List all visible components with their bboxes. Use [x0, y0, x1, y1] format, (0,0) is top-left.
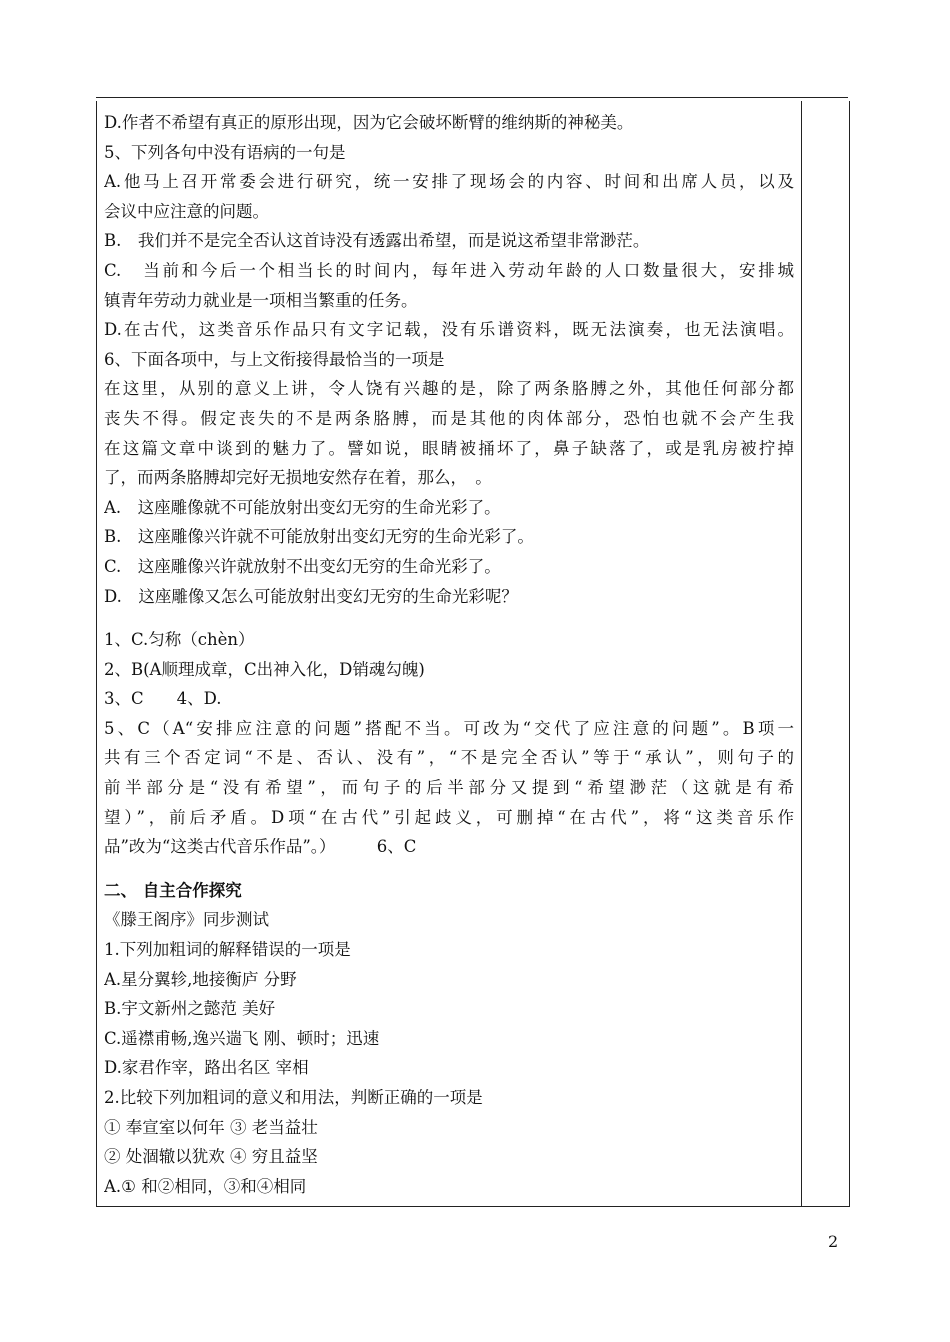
text-line: 了，而两条胳膊却完好无损地安然存在着，那么， 。 [104, 468, 492, 488]
test-block [104, 905, 794, 1201]
text-line: 品”改为“这类古代音乐作品”。） 6、C [104, 837, 417, 857]
spacer [104, 862, 794, 876]
section-heading: 二、 自主合作探究 [104, 880, 242, 900]
text-line: A.他马上召开常委会进行研究，统一安排了现场会的内容、时间和出席人员，以及 [104, 172, 794, 192]
text-line: D.作者不希望有真正的原形出现，因为它会破坏断臂的维纳斯的神秘美。 [104, 113, 634, 132]
text-line: 1.下列加粗词的解释错误的一项是 [104, 940, 351, 960]
text-line: 镇青年劳动力就业是一项相当繁重的任务。 [104, 290, 418, 310]
text-line: 6、下面各项中，与上文衔接得最恰当的一项是 [104, 349, 445, 369]
text-line: C. 当前和今后一个相当长的时间内，每年进入劳动年龄的人口数量很大，安排城 [104, 260, 794, 280]
text-line: ② 处涸辙以犹欢 ④ 穷且益坚 [104, 1147, 318, 1167]
questions-block [104, 108, 794, 611]
text-line: C. 这座雕像兴许就放射不出变幻无穷的生命光彩了。 [104, 556, 501, 576]
text-line: A.星分翼轸,地接衡庐 分野 [104, 969, 297, 989]
text-line: B.宇文新州之懿范 美好 [104, 999, 276, 1019]
text-line: 5、下列各句中没有语病的一句是 [104, 142, 346, 162]
text-line: 《滕王阁序》同步测试 [104, 910, 269, 930]
text-line: D. 这座雕像又怎么可能放射出变幻无穷的生命光彩呢？ [104, 586, 518, 606]
text-line: 3、C 4、D. [104, 689, 222, 709]
text-line: D.在古代，这类音乐作品只有文字记载，没有乐谱资料，既无法演奏，也无法演唱。 [104, 320, 794, 340]
text-line: ① 奉宣室以何年 ③ 老当益壮 [104, 1117, 318, 1137]
header-rule [96, 97, 848, 98]
page-number: 2 [828, 1232, 839, 1251]
text-line: B. 这座雕像兴许就不可能放射出变幻无穷的生命光彩了。 [104, 527, 534, 547]
text-line: A. 这座雕像就不可能放射出变幻无穷的生命光彩了。 [104, 497, 501, 517]
text-line: 2.比较下列加粗词的意义和用法，判断正确的一项是 [104, 1088, 483, 1107]
text-line: 共有三个否定词“不是、否认、没有”，“不是完全否认”等于“承认”，则句子的 [104, 748, 794, 768]
main-cell [104, 108, 794, 1201]
text-line: 1、C.匀称（chèn） [104, 630, 255, 650]
text-line: 2、B(A顺理成章，C出神入化，D销魂勾魄) [104, 659, 425, 679]
text-line: 在这篇文章中谈到的魅力了。譬如说，眼睛被捅坏了，鼻子缺落了，或是乳房被拧掉 [104, 438, 794, 458]
table-column-divider [801, 101, 802, 1206]
text-line: A.① 和②相同，③和④相同 [104, 1176, 307, 1196]
text-line: 前半部分是“没有希望”，而句子的后半部分又提到“希望渺茫（这就是有希 [104, 778, 794, 798]
text-line: 在这里，从别的意义上讲，令人饶有兴趣的是，除了两条胳膊之外，其他任何部分都 [104, 379, 794, 399]
text-line: B. 我们并不是完全否认这首诗没有透露出希望，而是说这希望非常渺茫。 [104, 231, 650, 251]
spacer [104, 611, 794, 625]
text-line: 会议中应注意的问题。 [104, 201, 269, 221]
text-line: 望）”，前后矛盾。D项“在古代”引起歧义，可删掉“在古代”，将“这类音乐作 [104, 807, 794, 827]
text-line: 5、C（A“安排应注意的问题”搭配不当。可改为“交代了应注意的问题”。B项一 [104, 718, 794, 738]
answers-block [104, 625, 794, 862]
text-line: C.遥襟甫畅,逸兴遄飞 刚、顿时；迅速 [104, 1028, 380, 1048]
text-line: D.家君作宰，路出名区 宰相 [104, 1058, 309, 1078]
text-line: 丧失不得。假定丧失的不是两条胳膊，而是其他的肉体部分，恐怕也就不会产生我 [104, 408, 794, 428]
